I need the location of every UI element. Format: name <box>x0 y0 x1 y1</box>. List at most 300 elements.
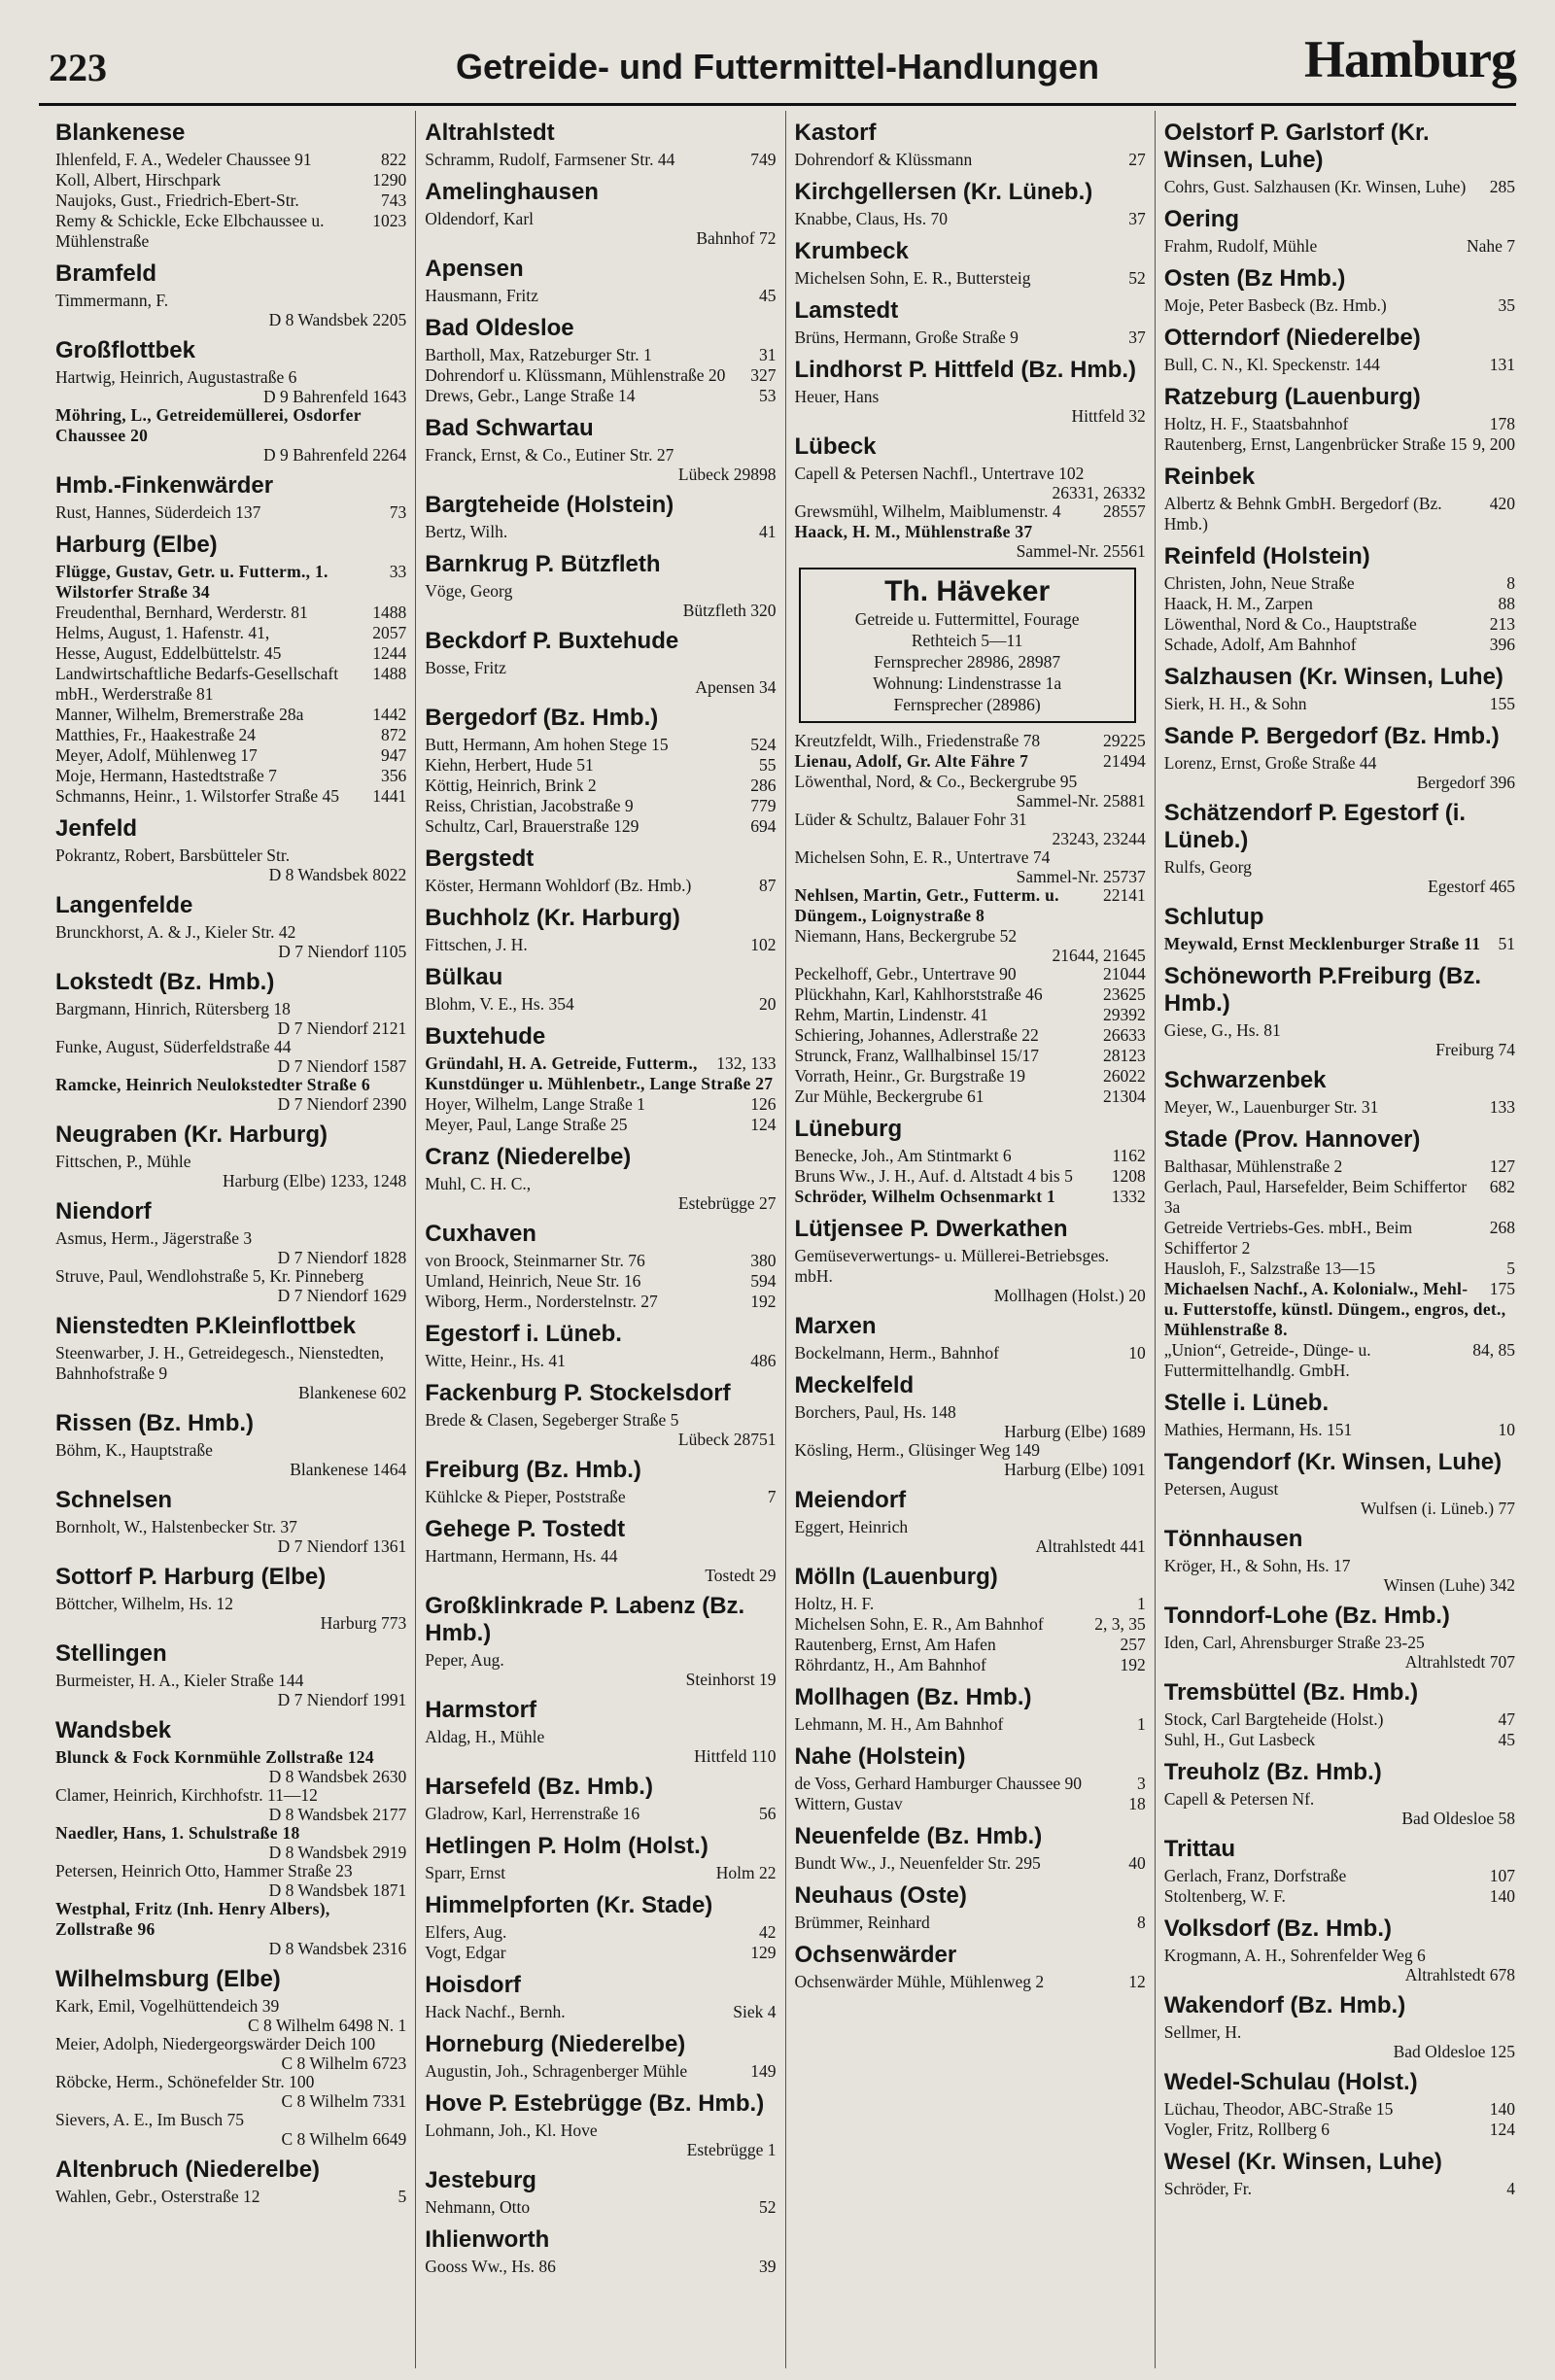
listing-phone: Harburg 773 <box>320 1613 407 1633</box>
listing-phone: 285 <box>1489 177 1515 196</box>
listing-name: Lehmann, M. H., Am Bahnhof <box>794 1714 1004 1734</box>
listing-phone: 524 <box>750 735 777 754</box>
town-heading: Beckdorf P. Buxtehude <box>425 628 679 654</box>
town-heading: Schlutup <box>1163 904 1264 930</box>
listing-phone: 1441 <box>372 786 407 806</box>
listing-entry <box>55 211 406 252</box>
listing-entry <box>795 1187 1146 1207</box>
listing-name: Remy & Schickle, Ecke Elbchaussee u. Mühlenstraße <box>55 211 325 251</box>
listing-entry <box>1164 1097 1515 1118</box>
listing-phone: 22141 <box>1103 885 1146 905</box>
listing-entry <box>1164 295 1515 316</box>
listing-name: Sievers, A. E., Im Busch 75 <box>55 2110 244 2129</box>
listing-phone: 286 <box>750 776 777 795</box>
listing-phone: 18 <box>1128 1794 1146 1813</box>
listing-entry <box>55 1823 406 1861</box>
listing-name: Albertz & Behnk GmbH. Bergedorf (Bz. Hmb.) <box>1163 494 1442 534</box>
listing-entry <box>1164 2099 1515 2120</box>
listing-entry <box>1164 934 1515 954</box>
listing-phone: 129 <box>750 1943 777 1962</box>
listing-phone: 45 <box>1498 1730 1515 1749</box>
listing-phone: 1162 <box>1112 1146 1146 1165</box>
listing-entry <box>1164 753 1515 791</box>
town-heading: Bargteheide (Holstein) <box>425 492 674 518</box>
listing-phone: 2, 3, 35 <box>1094 1614 1146 1634</box>
town-heading: Tangendorf (Kr. Winsen, Luhe) <box>1163 1449 1503 1475</box>
town-heading: Oelstorf P. Garlstorf (Kr. Winsen, Luhe) <box>1163 120 1430 173</box>
town-heading: Niendorf <box>55 1198 152 1224</box>
listing-name: Naujoks, Gust., Friedrich-Ebert-Str. <box>55 190 299 210</box>
listing-entry <box>795 1517 1146 1555</box>
listing-name: Michelsen Sohn, E. R., Buttersteig <box>794 268 1031 288</box>
listing-entry <box>795 1594 1146 1614</box>
listing-name: Hoyer, Wilhelm, Lange Straße 1 <box>425 1094 645 1114</box>
town-heading: Bad Oldesloe <box>425 315 574 341</box>
listing-phone: 131 <box>1489 355 1515 374</box>
town-heading: Cuxhaven <box>425 1221 536 1247</box>
town-heading: Meckelfeld <box>794 1372 915 1398</box>
listing-entry <box>55 664 406 705</box>
listing-phone: 10 <box>1498 1420 1515 1439</box>
listing-name: Holtz, H. F. <box>794 1594 875 1613</box>
listing-name: Kreutzfeldt, Wilh., Friedenstraße 78 <box>794 731 1041 750</box>
town-heading: Lüneburg <box>794 1116 903 1142</box>
listing-entry <box>1164 1218 1515 1259</box>
town-heading: Bergedorf (Bz. Hmb.) <box>425 705 659 731</box>
listing-entry <box>795 1853 1146 1874</box>
listing-name: Michelsen Sohn, E. R., Untertrave 74 <box>794 847 1051 867</box>
listing-entry <box>795 1614 1146 1635</box>
listing-entry <box>1164 1177 1515 1218</box>
town-heading: Nahe (Holstein) <box>794 1743 966 1770</box>
listing-name: Rust, Hannes, Süderdeich 137 <box>55 502 261 522</box>
town-heading: Lübeck <box>794 433 877 460</box>
listing-phone: 327 <box>750 365 777 385</box>
listing-phone: Estebrügge 1 <box>686 2140 777 2159</box>
listing-name: Umland, Heinrich, Neue Str. 16 <box>425 1271 641 1291</box>
listing-phone: Sammel-Nr. 25881 <box>1016 791 1146 811</box>
listing-entry <box>425 2061 776 2082</box>
listing-entry <box>425 365 776 386</box>
listing-name: Pokrantz, Robert, Barsbütteler Str. <box>55 845 291 865</box>
listing-name: Struve, Paul, Wendlohstraße 5, Kr. Pinneberg <box>55 1266 364 1286</box>
listing-entry <box>55 1037 406 1075</box>
listing-phone: 396 <box>1489 635 1515 654</box>
listing-entry <box>1164 1279 1515 1340</box>
town-heading: Trittau <box>1163 1836 1236 1862</box>
page-header <box>39 21 1516 97</box>
listing-phone: 47 <box>1498 1709 1515 1729</box>
listing-entry <box>795 1402 1146 1440</box>
listing-phone: 5 <box>1506 1259 1515 1278</box>
listing-name: Schramm, Rudolf, Farmsener Str. 44 <box>425 150 675 169</box>
listing-phone: Estebrügge 27 <box>677 1193 777 1213</box>
listing-phone: D 9 Bahrenfeld 1643 <box>262 387 407 406</box>
listing-entry <box>425 2197 776 2218</box>
listing-phone: D 8 Wandsbek 2919 <box>268 1843 407 1862</box>
town-heading: Tonndorf-Lohe (Bz. Hmb.) <box>1163 1603 1450 1629</box>
listing-phone: D 8 Wandsbek 2630 <box>268 1767 407 1786</box>
listing-entry <box>1164 1556 1515 1594</box>
town-heading: Hove P. Estebrügge (Bz. Hmb.) <box>425 2090 765 2117</box>
listing-entry <box>1164 1709 1515 1730</box>
listing-phone: C 8 Wilhelm 6498 N. 1 <box>247 2016 407 2035</box>
listing-phone: 29392 <box>1103 1005 1146 1024</box>
listing-entry <box>55 1671 406 1708</box>
listing-phone: 56 <box>759 1804 777 1823</box>
listing-phone: 51 <box>1498 934 1515 953</box>
listing-entry <box>55 502 406 523</box>
listing-name: Frahm, Rudolf, Mühle <box>1163 236 1318 256</box>
listing-phone: 149 <box>750 2061 777 2081</box>
listing-name: Augustin, Joh., Schragenberger Mühle <box>425 2061 688 2081</box>
listing-phone: Tostedt 29 <box>705 1566 777 1585</box>
listing-name: Meier, Adolph, Niedergeorgswärder Deich 100 <box>55 2034 376 2053</box>
listing-entry <box>425 1546 776 1584</box>
listing-phone: D 8 Wandsbek 2177 <box>268 1805 407 1824</box>
listing-name: Vöge, Georg <box>425 581 513 601</box>
listing-phone: 1442 <box>372 705 407 724</box>
listing-phone: 356 <box>381 766 407 785</box>
listing-phone: 107 <box>1489 1866 1515 1885</box>
listing-entry <box>55 623 406 643</box>
listing-entry <box>55 2187 406 2207</box>
listing-entry <box>425 445 776 483</box>
page-title: Getreide- und Futtermittel-Handlungen <box>456 47 1099 86</box>
listing-name: Freudenthal, Bernhard, Werderstr. 81 <box>55 603 308 622</box>
listing-name: Schmanns, Heinr., 1. Wilstorfer Straße 45 <box>55 786 340 806</box>
listing-entry <box>1164 694 1515 714</box>
listing-phone: Harburg (Elbe) 1689 <box>1004 1422 1146 1441</box>
listing-name: von Broock, Steinmarner Str. 76 <box>425 1251 645 1270</box>
listing-entry <box>1164 177 1515 197</box>
listing-phone: D 8 Wandsbek 8022 <box>268 865 407 884</box>
listing-name: Benecke, Joh., Am Stintmarkt 6 <box>794 1146 1012 1165</box>
listing-entry <box>425 1053 776 1094</box>
town-heading: Stade (Prov. Hannover) <box>1163 1126 1421 1153</box>
listing-phone: 682 <box>1489 1177 1515 1196</box>
listing-entry <box>425 386 776 406</box>
listing-phone: 52 <box>759 2197 777 2217</box>
header-rule <box>39 103 1516 106</box>
listing-phone: 192 <box>750 1292 777 1311</box>
listing-phone: 26331, 26332 <box>1052 483 1146 502</box>
town-heading: Tremsbüttel (Bz. Hmb.) <box>1163 1679 1419 1706</box>
listing-name: Kiehn, Herbert, Hude 51 <box>425 755 594 775</box>
listing-entry <box>55 1075 406 1113</box>
listing-entry <box>1164 1633 1515 1671</box>
listing-entry <box>55 150 406 170</box>
listing-phone: 1 <box>1137 1594 1146 1613</box>
listing-name: Iden, Carl, Ahrensburger Straße 23-25 <box>1163 1633 1425 1652</box>
listing-entry <box>795 1066 1146 1087</box>
listing-name: Böttcher, Wilhelm, Hs. 12 <box>55 1594 233 1613</box>
listing-name: Meyer, Adolf, Mühlenweg 17 <box>55 745 258 765</box>
town-heading: Cranz (Niederelbe) <box>425 1144 632 1170</box>
listing-entry <box>425 1271 776 1292</box>
listing-phone: 132, 133 <box>716 1053 777 1073</box>
listing-name: Brunckhorst, A. & J., Kieler Str. 42 <box>55 922 296 942</box>
listing-name: Sierk, H. H., & Sohn <box>1163 694 1307 713</box>
listing-phone: 175 <box>1489 1279 1515 1298</box>
listing-name: Franck, Ernst, & Co., Eutiner Str. 27 <box>425 445 674 465</box>
listing-entry <box>55 1266 406 1304</box>
listing-entry <box>55 1343 406 1401</box>
listing-phone: 102 <box>750 935 777 954</box>
listing-name: Grewsmühl, Wilhelm, Maiblumenstr. 4 <box>794 501 1061 521</box>
listing-name: Flügge, Gustav, Getr. u. Futterm., 1. Wilstorfer Straße 34 <box>55 562 328 602</box>
listing-entry <box>55 170 406 190</box>
listing-phone: 694 <box>750 816 777 836</box>
town-heading: Neuhaus (Oste) <box>794 1882 967 1909</box>
listing-phone: 594 <box>750 1271 777 1291</box>
listing-entry <box>795 1146 1146 1166</box>
listing-phone: 37 <box>1128 209 1146 228</box>
listing-entry <box>795 984 1146 1005</box>
listing-name: Kösling, Herm., Glüsinger Weg 149 <box>794 1440 1040 1460</box>
listing-name: Brüns, Hermann, Große Straße 9 <box>794 328 1019 347</box>
town-heading: Kastorf <box>794 120 877 146</box>
listing-name: Bornholt, W., Halstenbecker Str. 37 <box>55 1517 297 1536</box>
town-heading: Apensen <box>425 256 524 282</box>
listing-name: Burmeister, H. A., Kieler Straße 144 <box>55 1671 304 1690</box>
listing-name: Kark, Emil, Vogelhüttendeich 39 <box>55 1996 280 2016</box>
listing-entry <box>425 522 776 542</box>
listing-phone: 192 <box>1120 1655 1146 1674</box>
town-heading: Ratzeburg (Lauenburg) <box>1163 384 1421 410</box>
listing-phone: D 7 Niendorf 2121 <box>277 1018 407 1038</box>
listing-phone: 779 <box>750 796 777 815</box>
listing-phone: 88 <box>1498 594 1515 613</box>
listing-entry <box>795 1166 1146 1187</box>
listing-name: Böhm, K., Hauptstraße <box>55 1440 213 1460</box>
listing-entry <box>1164 1259 1515 1279</box>
town-heading: Altenbruch (Niederelbe) <box>55 2156 321 2183</box>
listing-name: Blunck & Fock Kornmühle Zollstraße 124 <box>55 1747 374 1767</box>
listing-name: Mathies, Hermann, Hs. 151 <box>1163 1420 1353 1439</box>
town-heading: Bülkau <box>425 964 503 990</box>
town-heading: Neuenfelde (Bz. Hmb.) <box>794 1823 1043 1849</box>
page-number: 223 <box>49 46 107 89</box>
listing-phone: Mollhagen (Holst.) 20 <box>993 1286 1146 1305</box>
listing-entry <box>425 1251 776 1271</box>
town-heading: Fackenburg P. Stockelsdorf <box>425 1380 731 1406</box>
listing-phone: Lübeck 28751 <box>677 1430 777 1449</box>
listing-name: Moje, Peter Basbeck (Bz. Hmb.) <box>1163 295 1387 315</box>
listing-name: Köster, Hermann Wohldorf (Bz. Hmb.) <box>425 876 692 895</box>
listing-name: Petersen, Heinrich Otto, Hammer Straße 23 <box>55 1861 353 1880</box>
listing-phone: Bad Oldesloe 58 <box>1401 1809 1515 1828</box>
listing-phone: Lübeck 29898 <box>677 465 777 484</box>
town-heading: Oering <box>1163 206 1240 232</box>
listing-phone: D 8 Wandsbek 2205 <box>268 310 407 329</box>
listing-phone: D 7 Niendorf 1828 <box>277 1248 407 1267</box>
listing-name: Petersen, August <box>1163 1479 1279 1499</box>
listing-name: Oldendorf, Karl <box>425 209 535 228</box>
listing-name: Bargmann, Hinrich, Rütersberg 18 <box>55 999 291 1018</box>
listing-phone: 420 <box>1489 494 1515 513</box>
listing-entry <box>425 1943 776 1963</box>
town-heading: Buchholz (Kr. Harburg) <box>425 905 680 931</box>
listing-phone: 486 <box>750 1351 777 1370</box>
listing-entry <box>55 603 406 623</box>
listing-phone: 12 <box>1128 1972 1146 1991</box>
listing-entry <box>1164 2120 1515 2140</box>
listing-entry <box>425 1804 776 1824</box>
listing-phone: Wulfsen (i. Lüneb.) 77 <box>1360 1499 1515 1518</box>
listing-phone: 55 <box>759 755 777 775</box>
listing-name: Vogler, Fritz, Rollberg 6 <box>1163 2120 1330 2139</box>
listing-entry <box>795 1794 1146 1814</box>
town-heading: Meiendorf <box>794 1487 907 1513</box>
town-heading: Buxtehude <box>425 1023 546 1050</box>
town-heading: Harmstorf <box>425 1697 536 1723</box>
town-heading: Schnelsen <box>55 1487 173 1513</box>
listing-entry <box>795 1046 1146 1066</box>
listing-phone: 21494 <box>1103 751 1146 771</box>
listing-name: Elfers, Aug. <box>425 1922 507 1942</box>
listing-name: Peper, Aug. <box>425 1650 504 1670</box>
listing-phone: 3 <box>1137 1774 1146 1793</box>
town-heading: Mollhagen (Bz. Hmb.) <box>794 1684 1032 1710</box>
listing-entry <box>1164 614 1515 635</box>
town-heading: Horneburg (Niederelbe) <box>425 2031 686 2057</box>
listing-name: Koll, Albert, Hirschpark <box>55 170 222 190</box>
listing-entry <box>55 766 406 786</box>
town-heading: Volksdorf (Bz. Hmb.) <box>1163 1915 1392 1942</box>
listing-entry <box>55 845 406 883</box>
listing-phone: Blankenese 602 <box>297 1383 407 1402</box>
listing-name: Nehlsen, Martin, Getr., Futterm. u. Düngem., Loignystraße 8 <box>794 885 1059 925</box>
listing-name: Vorrath, Heinr., Gr. Burgstraße 19 <box>794 1066 1026 1086</box>
town-heading: Amelinghausen <box>425 179 599 205</box>
listing-name: Naedler, Hans, 1. Schulstraße 18 <box>55 1823 300 1843</box>
town-heading: Treuholz (Bz. Hmb.) <box>1163 1759 1382 1785</box>
listing-entry <box>795 209 1146 229</box>
listing-name: Rautenberg, Ernst, Am Hafen <box>794 1635 996 1654</box>
listing-phone: Blankenese 1464 <box>290 1460 407 1479</box>
listing-phone: Nahe 7 <box>1466 236 1515 256</box>
listing-name: Giese, G., Hs. 81 <box>1163 1020 1281 1040</box>
listing-entry <box>1164 635 1515 655</box>
town-heading: Schätzendorf P. Egestorf (i. Lüneb.) <box>1163 800 1467 853</box>
listing-phone: 10 <box>1128 1343 1146 1362</box>
listing-phone: D 9 Bahrenfeld 2264 <box>262 445 407 465</box>
listing-entry <box>55 190 406 211</box>
listing-phone: 126 <box>750 1094 777 1114</box>
listing-name: Getreide Vertriebs-Ges. mbH., Beim Schiffertor 2 <box>1163 1218 1413 1258</box>
listing-name: Röhrdantz, H., Am Bahnhof <box>794 1655 986 1674</box>
listing-name: Rautenberg, Ernst, Langenbrücker Straße 15 <box>1163 434 1468 454</box>
town-heading: Hmb.-Finkenwärder <box>55 472 274 499</box>
listing-phone: 1290 <box>372 170 407 190</box>
column-3 <box>785 111 1155 2368</box>
listing-entry <box>425 1094 776 1115</box>
listing-name: Asmus, Herm., Jägerstraße 3 <box>55 1228 253 1248</box>
listing-phone: Altrahlstedt 707 <box>1404 1652 1515 1672</box>
listing-name: Hausmann, Fritz <box>425 286 538 305</box>
listing-name: Plückhahn, Karl, Kahlhorststraße 46 <box>794 984 1043 1004</box>
listing-phone: 213 <box>1489 614 1515 634</box>
town-heading: Gehege P. Tostedt <box>425 1516 626 1542</box>
listing-name: Gerlach, Franz, Dorfstraße <box>1163 1866 1347 1885</box>
listing-phone: C 8 Wilhelm 7331 <box>281 2091 407 2111</box>
listing-entry <box>55 1899 406 1957</box>
listing-phone: D 8 Wandsbek 1871 <box>268 1880 407 1900</box>
listing-phone: D 7 Niendorf 1991 <box>277 1690 407 1709</box>
listing-phone: 1244 <box>372 643 407 663</box>
listing-phone: 73 <box>389 502 407 522</box>
listing-name: Hausloh, F., Salzstraße 13—15 <box>1163 1259 1376 1278</box>
listing-name: Wittern, Gustav <box>794 1794 903 1813</box>
listing-name: Lüder & Schultz, Balauer Fohr 31 <box>794 810 1027 829</box>
listing-entry <box>55 405 406 464</box>
ad-line: Fernsprecher (28986) <box>893 695 1041 714</box>
column-1 <box>47 111 415 2368</box>
listing-name: Lorenz, Ernst, Große Straße 44 <box>1163 753 1377 773</box>
listing-phone: 45 <box>759 286 777 305</box>
listing-name: Hack Nachf., Bernh. <box>425 2002 566 2021</box>
listing-entry <box>1164 1020 1515 1058</box>
listing-name: Löwenthal, Nord, & Co., Beckergrube 95 <box>794 772 1078 791</box>
listing-entry <box>55 643 406 664</box>
listing-phone: 2057 <box>372 623 407 642</box>
listing-name: Bartholl, Max, Ratzeburger Str. 1 <box>425 345 652 364</box>
listing-phone: 124 <box>750 1115 777 1134</box>
listing-name: Butt, Hermann, Am hohen Stege 15 <box>425 735 669 754</box>
listing-entry <box>795 847 1146 885</box>
listing-entry <box>425 1115 776 1135</box>
listing-name: Bockelmann, Herm., Bahnhof <box>794 1343 999 1362</box>
ad-line: Rethteich 5—11 <box>911 631 1023 650</box>
listing-entry <box>425 1922 776 1943</box>
listing-name: Stoltenberg, W. F. <box>1163 1886 1286 1906</box>
town-heading: Wesel (Kr. Winsen, Luhe) <box>1163 2149 1442 2175</box>
listing-entry <box>425 1863 776 1883</box>
listing-name: Kröger, H., & Sohn, Hs. 17 <box>1163 1556 1351 1575</box>
listing-name: Suhl, H., Gut Lasbeck <box>1163 1730 1316 1749</box>
listing-phone: 53 <box>759 386 777 405</box>
listing-phone: 4 <box>1506 2179 1515 2198</box>
listing-name: Peckelhoff, Gebr., Untertrave 90 <box>794 964 1017 983</box>
listing-phone: 1023 <box>372 211 407 230</box>
listing-entry <box>425 776 776 796</box>
listing-name: Blohm, V. E., Hs. 354 <box>425 994 574 1014</box>
town-heading: Egestorf i. Lüneb. <box>425 1321 622 1347</box>
listing-entry <box>1164 2179 1515 2199</box>
listing-name: Zur Mühle, Beckergrube 61 <box>794 1087 985 1106</box>
listing-entry <box>795 885 1146 926</box>
listing-phone: Steinhorst 19 <box>685 1670 777 1689</box>
listing-name: Meywald, Ernst Mecklenburger Straße 11 <box>1163 934 1481 953</box>
listing-phone: D 7 Niendorf 1361 <box>277 1536 407 1556</box>
listing-name: Nehmann, Otto <box>425 2197 531 2217</box>
town-heading: Bergstedt <box>425 845 535 872</box>
listing-name: Capell & Petersen Nf. <box>1163 1789 1315 1809</box>
listing-name: Knabbe, Claus, Hs. 70 <box>794 209 948 228</box>
listing-phone: 28123 <box>1103 1046 1146 1065</box>
listing-entry <box>1164 1340 1515 1381</box>
listing-entry <box>55 2072 406 2110</box>
listing-phone: Egestorf 465 <box>1428 877 1515 896</box>
listing-phone: Sammel-Nr. 25737 <box>1016 867 1146 886</box>
listing-name: de Voss, Gerhard Hamburger Chaussee 90 <box>794 1774 1083 1793</box>
listing-name: Rehm, Martin, Lindenstr. 41 <box>794 1005 988 1024</box>
listing-name: Bertz, Wilh. <box>425 522 508 541</box>
listing-phone: D 8 Wandsbek 2316 <box>268 1939 407 1958</box>
listing-name: Eggert, Heinrich <box>794 1517 909 1536</box>
listing-phone: D 7 Niendorf 1105 <box>278 942 407 961</box>
